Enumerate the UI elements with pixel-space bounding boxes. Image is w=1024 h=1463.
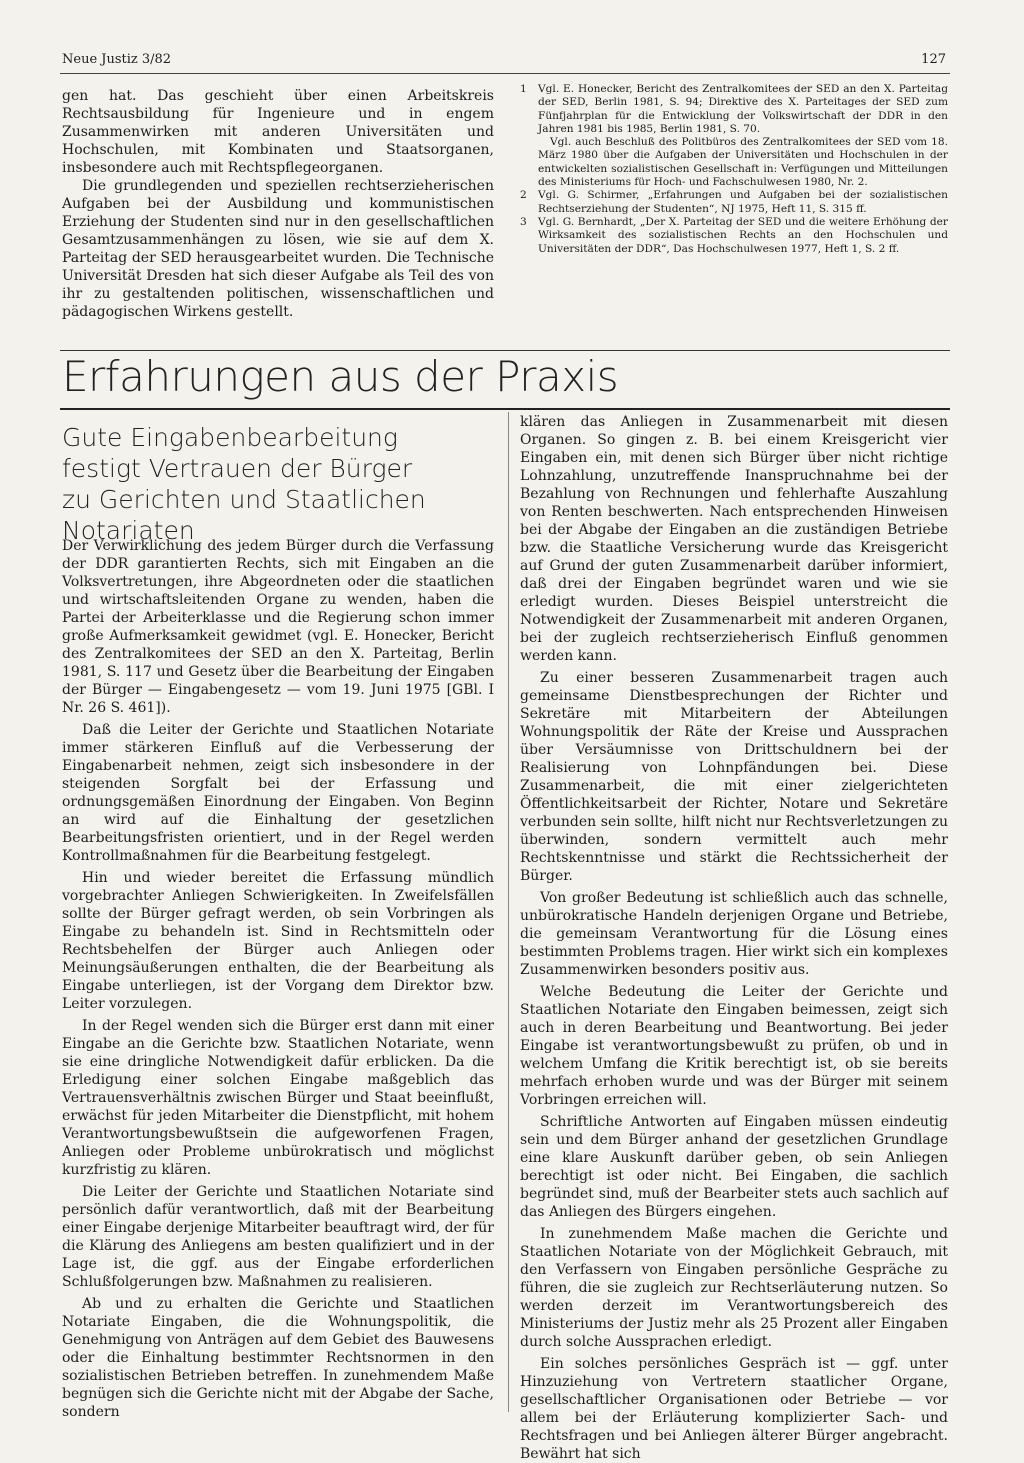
article-title-line: zu Gerichten und Staatlichen Notariaten: [62, 485, 426, 545]
article-paragraph: Ein solches persönliches Gespräch ist — ggf. unter Hinzuziehung von Vertretern staatlicher Organe, gesellschaftlicher Organisationen oder Betriebe — vor allem bei der Erläuterung komplizierter Sach- und Rechtsfragen und bei Anliegen älterer Bürger angebracht. Bewährt hat sich: [520, 1356, 948, 1462]
header-rule: [60, 73, 950, 74]
continued-paragraph: Die grundlegenden und speziellen rechtserzieherischen Aufgaben bei der Ausbildung und kommunistischen Erziehung der Studenten sind nur in den gesellschaftlichen Gesamtzusammenhängen zu lösen, wie sie auf dem X. Parteitag der SED herausgearbeitet wurden. Die Technische Universität Dresden hat sich dieser Aufgabe als Teil des von ihr zu gestaltenden politischen, wissenschaftlichen und pädagogischen Wirkens gestellt.: [62, 178, 494, 320]
footnote: [520, 83, 948, 189]
running-header-journal: Neue Justiz 3/82: [62, 52, 172, 67]
article-paragraph: In zunehmendem Maße machen die Gerichte und Staatlichen Notariate von der Möglichkeit Gebrauch, mit den Verfassern von Eingaben persönliche Gespräche zu führen, die sie zugleich zur Rechtserläuterung nutzen. So werden derzeit im Verantwortungsbereich des Ministeriums der Justiz mehr als 25 Prozent aller Eingaben durch solche Aussprachen erledigt.: [520, 1226, 948, 1350]
page-number: 127: [921, 52, 946, 67]
section-title: Erfahrungen aus der Praxis: [62, 352, 619, 401]
footnote: [520, 189, 948, 216]
article-paragraph: Daß die Leiter der Gerichte und Staatlichen Notariate immer stärkeren Einfluß auf die Verbesserung der Eingabenarbeit nehmen, zeigt sich insbesondere in der steigenden Sorgfalt bei der Erfassung und ordnungsgemäßen Einordnung der Eingaben. Von Beginn an wird auf die Einhaltung der gesetzlichen Bearbeitungsfristen orientiert, und in der Regel werden Kontrollmaßnahmen für die Bearbeitung festgelegt.: [62, 722, 494, 864]
article-paragraph: Die Leiter der Gerichte und Staatlichen Notariate sind persönlich dafür verantwortlich, daß mit der Bearbeitung einer Eingabe derjenige Mitarbeiter beauftragt wird, der für die Klärung des Anliegens am besten qualifiziert und in der Lage ist, die ggf. aus der Eingabe erforderlichen Schlußfolgerungen bzw. Maßnahmen zu realisieren.: [62, 1184, 494, 1290]
article-paragraph: Von großer Bedeutung ist schließlich auch das schnelle, unbürokratische Handeln derjenigen Organe und Betriebe, die gemeinsam Verantwortung für die Lösung eines bestimmten Problems tragen. Hier wirkt sich ein komplexes Zusammenwirken besonders positiv aus.: [520, 890, 948, 978]
article-column-right: [520, 413, 948, 1463]
footnotes: [520, 83, 948, 256]
column-divider: [508, 412, 509, 1412]
section-rule-bottom: [60, 408, 950, 410]
article-paragraph: Welche Bedeutung die Leiter der Gerichte und Staatlichen Notariate den Eingaben beimessen, zeigt sich auch in deren Bearbeitung und Beantwortung. Bei jeder Eingabe ist verantwortungsbewußt zu prüfen, ob und in welchem Umfang die Kritik berechtigt ist, ob sie bereits mehrfach erhoben wurde und was der Bürger mit seinem Vorbringen erreichen will.: [520, 984, 948, 1108]
footnote: [520, 216, 948, 256]
continued-text-column: [62, 87, 494, 321]
article-column-left: [62, 537, 494, 1421]
section-rule-top: [60, 350, 950, 351]
article-title-line: Gute Eingabenbearbeitung: [62, 423, 398, 452]
footnote-number: 3: [520, 215, 527, 228]
footnote-number: 2: [520, 189, 527, 202]
article-paragraph: klären das Anliegen in Zusammenarbeit mit diesen Organen. So gingen z. B. bei einem Kreisgericht vier Eingaben ein, mit denen sich Bürger über nicht richtige Lohnzahlung, unzutreffende Inanspruchnahme bei der Bezahlung von Rechnungen und fehlerhafte Auszahlung von Renten beschwerten. Nach entsprechenden Hinweisen bei der Abgabe der Eingaben an die zuständigen Betriebe bzw. die Staatliche Versicherung wurde das Kreisgericht auf Grund der guten Zusammenarbeit darüber informiert, daß drei der Eingaben begründet waren und wie sie erledigt wurden. Dieses Beispiel unterstreicht die Notwendigkeit der Zusammenarbeit mit anderen Organen, bei der zugleich rechtserzieherisch Einfluß genommen werden kann.: [520, 414, 948, 664]
article-title: [62, 422, 502, 546]
article-paragraph: Hin und wieder bereitet die Erfassung mündlich vorgebrachter Anliegen Schwierigkeiten. In Zweifelsfällen sollte der Bürger gefragt werden, ob sein Vorbringen als Eingabe zu behandeln ist. Sind in Rechtsmitteln oder Rechtsbehelfen der Bürger auch Anliegen oder Meinungsäußerungen enthalten, die der Bearbeitung als Eingabe unterliegen, ist der Vorgang dem Direktor bzw. Leiter vorzulegen.: [62, 870, 494, 1012]
article-paragraph: Der Verwirklichung des jedem Bürger durch die Verfassung der DDR garantierten Rechts, sich mit Eingaben an die Volksvertretungen, ihre Abgeordneten oder die staatlichen und wirtschaftsleitenden Organe zu wenden, haben die Partei der Arbeiterklasse und die Regierung schon immer große Aufmerksamkeit gewidmet (vgl. E. Honecker, Bericht des Zentralkomitees der SED an den X. Parteitag, Berlin 1981, S. 117 und Gesetz über die Bearbeitung der Eingaben der Bürger — Eingabengesetz — vom 19. Juni 1975 [GBl. I Nr. 26 S. 461]).: [62, 538, 494, 716]
article-title-line: festigt Vertrauen der Bürger: [62, 454, 413, 483]
footnote-text: Vgl. E. Honecker, Bericht des Zentralkomitees der SED an den X. Parteitag der SED, Berlin 1981, S. 94; Direktive des X. Parteitages der SED zum Fünfjahrplan für die Entwicklung der Volkswirtschaft der DDR in den Jahren 1981 bis 1985, Berlin 1981, S. 70.: [538, 83, 948, 135]
article-paragraph: Schriftliche Antworten auf Eingaben müssen eindeutig sein und dem Bürger anhand der gesetzlichen Grundlage eine klare Auskunft darüber geben, ob sein Anliegen berechtigt ist oder nicht. Bei Eingaben, die sachlich begründet sind, muß der Bearbeiter stets auch sachlich auf das Anliegen des Bürgers eingehen.: [520, 1114, 948, 1220]
article-paragraph: In der Regel wenden sich die Bürger erst dann mit einer Eingabe an die Gerichte bzw. Staatlichen Notariate, wenn sie eine dringliche Notwendigkeit dafür erblicken. Da die Erledigung einer solchen Eingabe maßgeblich das Vertrauensverhältnis zwischen Bürger und Staat beeinflußt, erwächst für jeden Mitarbeiter die Dienstpflicht, mit hohem Verantwortungsbewußtsein die aufgeworfenen Fragen, Anliegen oder Probleme unbürokratisch und möglichst kurzfristig zu klären.: [62, 1018, 494, 1178]
footnote-subtext: Vgl. auch Beschluß des Politbüros des Zentralkomitees der SED vom 18. März 1980 über die Aufgaben der Universitäten und Hochschulen in der entwickelten sozialistischen Gesellschaft in: Verfügungen und Mitteilungen des Ministeriums für Hoch- und Fachschulwesen 1980, Nr. 2.: [538, 136, 948, 189]
continued-paragraph: gen hat. Das geschieht über einen Arbeitskreis Rechtsausbildung für Ingenieure und in engem Zusammenwirken mit anderen Universitäten und Hochschulen, mit Kombinaten und Staatsorganen, insbesondere auch mit Rechtspflegeorganen.: [62, 88, 494, 176]
article-paragraph: Ab und zu erhalten die Gerichte und Staatlichen Notariate Eingaben, die die Wohnungspolitik, die Genehmigung von Anträgen auf dem Gebiet des Bauwesens oder die Einhaltung bestimmter Rechtsnormen in den sozialistischen Betrieben betreffen. In zunehmendem Maße begnügen sich die Gerichte nicht mit der Abgabe der Sache, sondern: [62, 1296, 494, 1420]
footnote-text: Vgl. G. Schirmer, „Erfahrungen und Aufgaben bei der sozialistischen Rechtserziehung der Studenten“, NJ 1975, Heft 11, S. 315 ff.: [538, 189, 948, 215]
footnote-number: 1: [520, 83, 527, 95]
article-paragraph: Zu einer besseren Zusammenarbeit tragen auch gemeinsame Dienstbesprechungen der Richter und Sekretäre mit Mitarbeitern der Abteilungen Wohnungspolitik der Räte der Kreise und Aussprachen über Versäumnisse von Drittschuldnern bei der Realisierung von Lohnpfändungen bei. Diese Zusammenarbeit, die mit einer zielgerichteten Öffentlichkeitsarbeit der Richter, Notare und Sekretäre verbunden sein sollte, hilft nicht nur Rechtsverletzungen zu überwinden, sondern vermittelt auch mehr Rechtskenntnisse und stärkt die Rechtssicherheit der Bürger.: [520, 670, 948, 884]
footnote-text: Vgl. G. Bernhardt, „Der X. Parteitag der SED und die weitere Erhöhung der Wirksamkeit des sozialistischen Rechts an den Hochschulen und Universitäten der DDR“, Das Hochschulwesen 1977, Heft 1, S. 2 ff.: [538, 215, 948, 255]
